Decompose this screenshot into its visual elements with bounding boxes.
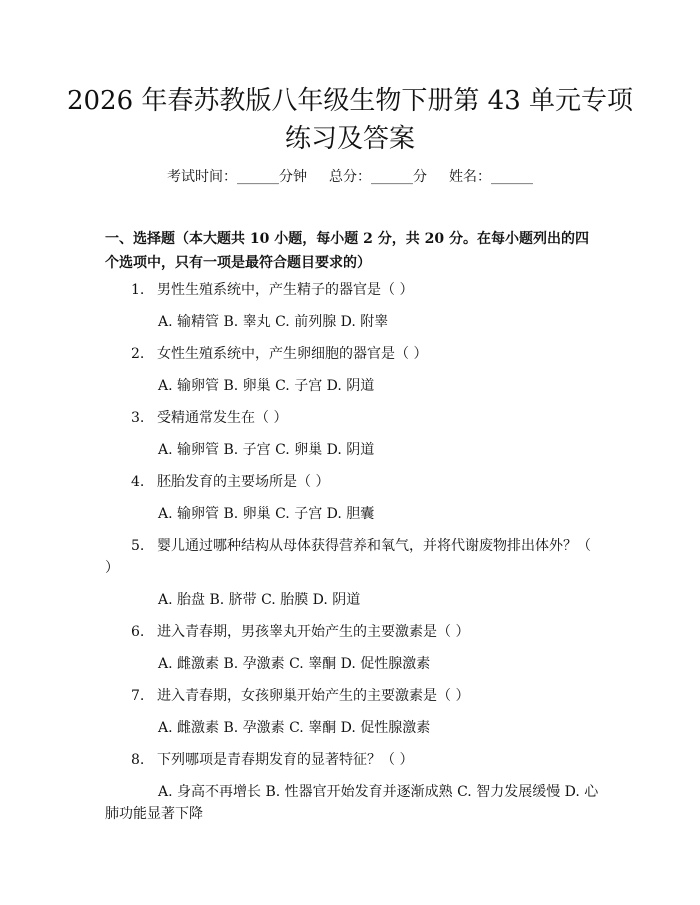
question-number: 8. [131,752,145,768]
student-name-field: 姓名：______ [449,169,533,185]
exam-time-field: 考试时间：______分钟 [167,169,307,185]
question-item [105,279,600,301]
question-item [105,685,600,707]
question-options: A. 身高不再增长 B. 性器官开始发育并逐渐成熟 C. 智力发展缓慢 D. 心肺功能显著下降 [105,784,599,822]
question-options: A. 输卵管 B. 子宫 C. 卵巢 D. 阴道 [158,442,375,458]
question-number: 3. [131,410,145,426]
question-stem: 受精通常发生在（ ） [157,410,288,426]
question-options: A. 输卵管 B. 卵巢 C. 子宫 D. 阴道 [158,378,375,394]
question-item [105,471,600,493]
question-stem: 婴儿通过哪种结构从母体获得营养和氧气，并将代谢废物排出体外？（ ） [105,538,591,576]
question-stem: 进入青春期，男孩睾丸开始产生的主要激素是（ ） [157,624,470,640]
question-number: 5. [131,538,145,554]
exam-info-line [0,167,700,187]
question-stem: 胚胎发育的主要场所是（ ） [157,474,330,490]
question-options: A. 雌激素 B. 孕激素 C. 睾酮 D. 促性腺激素 [158,656,431,672]
question-options: A. 输卵管 B. 卵巢 C. 子宫 D. 胆囊 [158,506,375,522]
question-number: 6. [131,624,145,640]
question-stem: 下列哪项是青春期发育的显著特征？（ ） [157,752,414,768]
question-options: A. 雌激素 B. 孕激素 C. 睾酮 D. 促性腺激素 [158,720,431,736]
question-item [105,749,600,771]
document-title: 2026 年春苏教版八年级生物下册第 43 单元专项练习及答案 [66,86,634,154]
question-number: 2. [131,346,145,362]
question-item [105,535,600,579]
question-number: 7. [131,688,145,704]
question-item [105,343,600,365]
question-stem: 男性生殖系统中，产生精子的器官是（ ） [157,282,414,298]
question-number: 4. [131,474,145,490]
total-score-field: 总分：______分 [329,169,427,185]
question-options: A. 胎盘 B. 脐带 C. 胎膜 D. 阴道 [158,592,361,608]
question-stem: 进入青春期，女孩卵巢开始产生的主要激素是（ ） [157,688,470,704]
question-options: A. 输精管 B. 睾丸 C. 前列腺 D. 附睾 [158,314,389,330]
question-number: 1. [131,282,145,298]
question-stem: 女性生殖系统中，产生卵细胞的器官是（ ） [157,346,428,362]
section-heading: 一、选择题（本大题共 10 小题，每小题 2 分，共 20 分。在每小题列出的四个选项中，只有一项是最符合题目要求的） [105,231,589,271]
question-item [105,621,600,643]
question-item [105,407,600,429]
